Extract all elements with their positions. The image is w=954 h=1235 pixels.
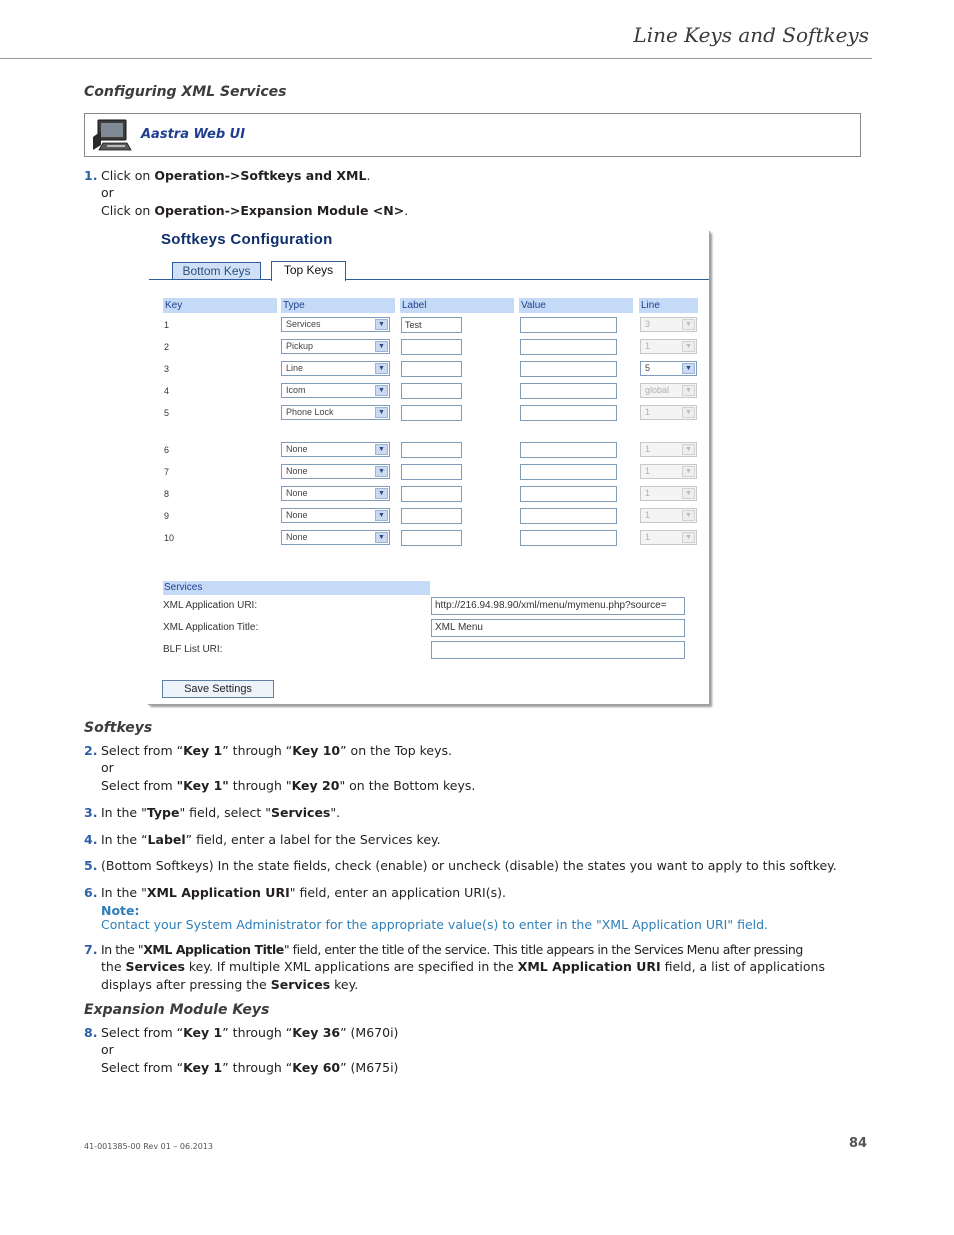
type-select[interactable] (281, 383, 390, 398)
key-number: 10 (164, 533, 175, 543)
type-select[interactable] (281, 530, 390, 545)
softkeys-configuration-panel (148, 231, 710, 705)
type-select[interactable] (281, 361, 390, 376)
step-number: 5. (84, 858, 98, 873)
key-number: 9 (164, 511, 170, 521)
type-select-value: Line (286, 363, 304, 373)
column-header-value: Value (519, 298, 633, 313)
step-number: 4. (84, 832, 98, 847)
line-select-value: 1 (645, 341, 651, 351)
chevron-down-icon: ▼ (375, 510, 388, 521)
key-number: 6 (164, 445, 170, 455)
expansion-module-keys-heading: Expansion Module Keys (84, 1002, 270, 1018)
label-input[interactable] (401, 339, 462, 355)
step-number: 8. (84, 1025, 98, 1040)
line-select-value: 1 (645, 444, 651, 454)
page-number: 84 (849, 1136, 868, 1151)
line-select[interactable] (640, 361, 697, 376)
type-select-value: None (286, 488, 308, 498)
chevron-down-icon: ▼ (375, 466, 388, 477)
line-select[interactable] (640, 405, 697, 420)
column-header-line: Line (639, 298, 698, 313)
column-header-key: Key (163, 298, 277, 313)
chevron-down-icon: ▼ (682, 385, 695, 396)
value-input[interactable] (520, 486, 617, 502)
line-select[interactable] (640, 317, 697, 332)
label-input[interactable] (401, 530, 462, 546)
value-input[interactable] (520, 339, 617, 355)
type-select-value: Phone Lock (286, 407, 334, 417)
section-title: Configuring XML Services (84, 84, 287, 100)
note-text: Contact your System Administrator for the appropriate value(s) to enter in the "XML Application URI" field. (101, 917, 769, 932)
column-header-label: Label (400, 298, 514, 313)
line-select[interactable] (640, 339, 697, 354)
chevron-down-icon: ▼ (375, 385, 388, 396)
chevron-down-icon: ▼ (682, 532, 695, 543)
value-input[interactable] (520, 464, 617, 480)
services-header: Services (163, 581, 430, 595)
line-select-value: 5 (645, 363, 651, 373)
label-input[interactable] (401, 405, 462, 421)
key-number: 5 (164, 408, 170, 418)
step-number: 3. (84, 805, 98, 820)
step-4: 4. In the “Label” field, enter a label for the Services key. (84, 832, 441, 847)
key-number: 2 (164, 342, 170, 352)
chevron-down-icon: ▼ (375, 444, 388, 455)
xml-application-uri-label: XML Application URI: (163, 600, 258, 611)
blf-list-uri-input[interactable] (431, 641, 685, 659)
step-number: 2. (84, 743, 98, 758)
line-select[interactable] (640, 508, 697, 523)
step-number: 6. (84, 885, 98, 900)
value-input[interactable] (520, 442, 617, 458)
line-select[interactable] (640, 442, 697, 457)
header-rule (0, 58, 872, 59)
type-select-value: Services (286, 319, 321, 329)
step-3: 3. In the "Type" field, select "Services". (84, 805, 341, 820)
step-number: 1. (84, 168, 98, 183)
line-select[interactable] (640, 486, 697, 501)
chevron-down-icon: ▼ (682, 363, 695, 374)
line-select-value: 1 (645, 510, 651, 520)
type-select-value: Pickup (286, 341, 314, 351)
value-input[interactable] (520, 361, 617, 377)
tab-top-keys[interactable]: Top Keys (271, 261, 346, 281)
value-input[interactable] (520, 383, 617, 399)
save-settings-button[interactable]: Save Settings (162, 680, 274, 698)
line-select-value: 3 (645, 319, 651, 329)
type-select-value: None (286, 444, 308, 454)
step-2: 2. Select from “Key 1” through “Key 10” on the Top keys. or Select from "Key 1" through "Key 20" on the Bottom keys. (84, 743, 476, 793)
label-input[interactable] (401, 508, 462, 524)
chevron-down-icon: ▼ (375, 407, 388, 418)
type-select-value: None (286, 532, 308, 542)
key-number: 3 (164, 364, 170, 374)
step-7: 7. In the "XML Application Title" field, enter the title of the service. This title appears in the Services Menu after pressing the Services key. If multiple XML applications are specified in the XML Application URI field, a list of applications displays after pressing the Services key. (84, 942, 825, 992)
chevron-down-icon: ▼ (682, 488, 695, 499)
tab-underline (149, 279, 271, 280)
panel-title: Softkeys Configuration (161, 231, 333, 248)
column-header-type: Type (281, 298, 395, 313)
step-1: 1. Click on Operation->Softkeys and XML. or Click on Operation->Expansion Module <N>. (84, 168, 409, 218)
label-input[interactable] (401, 464, 462, 480)
chevron-down-icon: ▼ (375, 341, 388, 352)
type-select-value: None (286, 466, 308, 476)
key-number: 7 (164, 467, 170, 477)
xml-application-title-label: XML Application Title: (163, 622, 259, 633)
value-input[interactable] (520, 530, 617, 546)
step-8: 8. Select from “Key 1” through “Key 36” (M670i) or Select from “Key 1” through “Key 60” (M675i) (84, 1025, 399, 1075)
key-number: 8 (164, 489, 170, 499)
type-select[interactable] (281, 464, 390, 479)
key-number: 1 (164, 320, 170, 330)
web-ui-callout (84, 113, 861, 157)
label-input[interactable] (401, 361, 462, 377)
line-select[interactable] (640, 383, 697, 398)
chevron-down-icon: ▼ (682, 319, 695, 330)
label-input[interactable]: Test (401, 317, 462, 333)
step-6: 6. In the "XML Application URI" field, enter an application URI(s). Note: Contact your System Administrator for the appropriate value(s) to enter in the "XML Application URI" field. (84, 885, 769, 932)
line-select-value: 1 (645, 532, 651, 542)
type-select[interactable] (281, 486, 390, 501)
key-number: 4 (164, 386, 170, 396)
chevron-down-icon: ▼ (682, 444, 695, 455)
type-select[interactable] (281, 317, 390, 332)
label-input[interactable] (401, 486, 462, 502)
chevron-down-icon: ▼ (682, 466, 695, 477)
line-select-value: 1 (645, 488, 651, 498)
type-select[interactable] (281, 405, 390, 420)
xml-application-title-input[interactable]: XML Menu (431, 619, 685, 637)
line-select[interactable] (640, 464, 697, 479)
xml-application-uri-input[interactable]: http://216.94.98.90/xml/menu/mymenu.php?source= (431, 597, 685, 615)
value-input[interactable] (520, 405, 617, 421)
type-select[interactable] (281, 339, 390, 354)
step-number: 7. (84, 942, 98, 957)
step-5: 5. (Bottom Softkeys) In the state fields, check (enable) or uncheck (disable) the states you want to apply to this softkey. (84, 858, 837, 873)
softkeys-heading: Softkeys (84, 720, 153, 736)
tab-bottom-keys[interactable]: Bottom Keys (172, 262, 261, 280)
chevron-down-icon: ▼ (682, 407, 695, 418)
note-label: Note: (101, 903, 140, 918)
value-input[interactable] (520, 317, 617, 333)
blf-list-uri-label: BLF List URI: (163, 644, 223, 655)
document-number: 41-001385-00 Rev 01 – 06.2013 (84, 1142, 213, 1151)
label-input[interactable] (401, 442, 462, 458)
chevron-down-icon: ▼ (682, 341, 695, 352)
computer-icon (89, 117, 133, 153)
tab-underline (346, 279, 709, 280)
label-input[interactable] (401, 383, 462, 399)
chevron-down-icon: ▼ (375, 532, 388, 543)
chapter-title: Line Keys and Softkeys (633, 23, 869, 47)
type-select[interactable] (281, 508, 390, 523)
type-select[interactable] (281, 442, 390, 457)
line-select[interactable] (640, 530, 697, 545)
value-input[interactable] (520, 508, 617, 524)
chevron-down-icon: ▼ (682, 510, 695, 521)
chevron-down-icon: ▼ (375, 363, 388, 374)
chevron-down-icon: ▼ (375, 488, 388, 499)
line-select-value: 1 (645, 407, 651, 417)
line-select-value: global (645, 385, 670, 395)
type-select-value: Icom (286, 385, 306, 395)
chevron-down-icon: ▼ (375, 319, 388, 330)
web-ui-label: Aastra Web UI (141, 127, 246, 142)
line-select-value: 1 (645, 466, 651, 476)
type-select-value: None (286, 510, 308, 520)
